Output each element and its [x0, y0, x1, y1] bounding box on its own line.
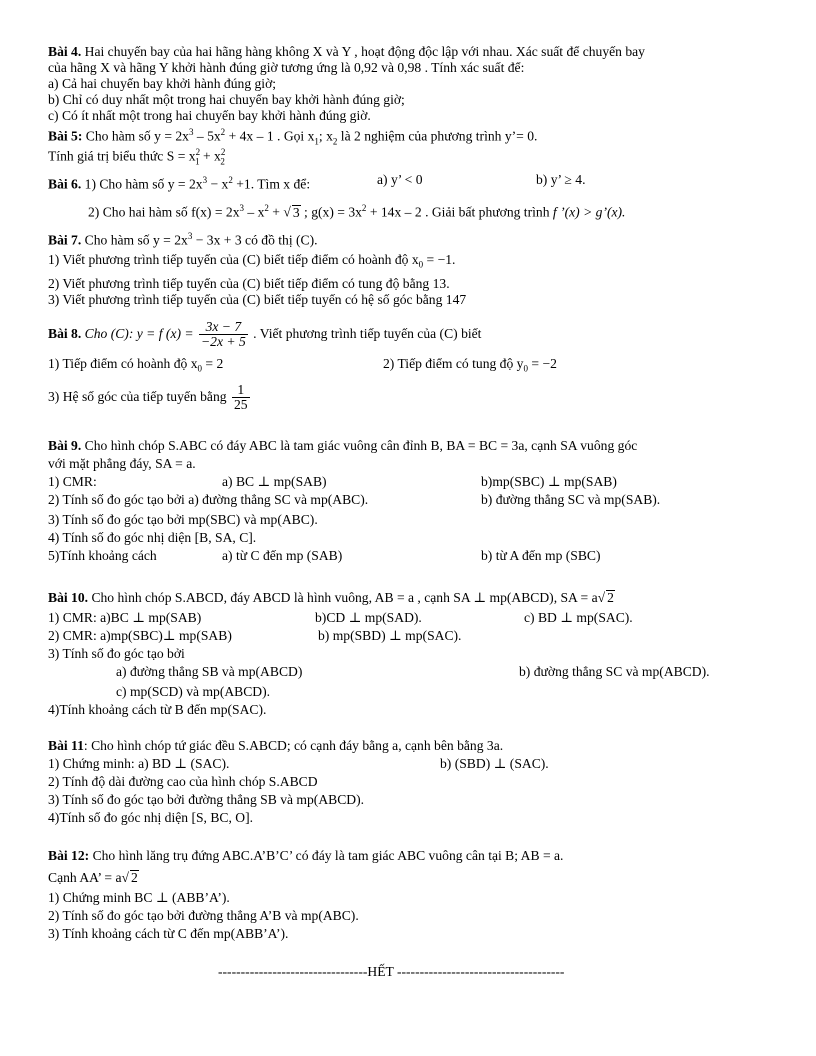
end-marker: ---------------------------------HẾT ------------------------------------- [218, 964, 565, 979]
bai6-text: ; g(x) = 3x [300, 204, 362, 220]
bai8-line0 [48, 315, 481, 353]
bai11-r4: 4)Tính số đo góc nhị diện [S, BC, O]. [48, 810, 254, 825]
bai8-text: 1) Tiếp điểm có hoành độ x [48, 356, 198, 371]
bai6-title: Bài 6. [48, 176, 82, 192]
bai6-line1: Bài 6. 1) Cho hàm số $y = 2x^3 - x^2 +1$. Tìm x để: [48, 175, 311, 192]
bai10-text: Cho hình chóp S.ABCD, đáy ABCD là hình vuông, AB = a , cạnh SA ⊥ mp(ABCD), SA = a [91, 590, 598, 605]
bai9-r4: 4) Tính số đo góc nhị diện [B, SA, C]. [48, 530, 257, 545]
bai5-title: Bài 5: [48, 128, 83, 144]
bai10-r3: 3) Tính số đo góc tạo bởi [48, 646, 185, 661]
bai7-text: Cho hàm số y = 2x [84, 232, 188, 248]
bai9-r2a: 2) Tính số đo góc tạo bởi a) đường thẳng SC và mp(ABC). [48, 492, 369, 507]
bai8-function: Cho (C): y = f (x) = [84, 326, 197, 341]
bai6-line2: 2) Cho hai hàm số $f(x) = 2x^3 - x^2$ + √ 3 ; $g(x) = 3x^2 + 14x - 2$ . Giải bất phương trình f ’(x) > g’(x). [88, 203, 626, 220]
bai7-title: Bài 7. [48, 232, 82, 248]
bai8-item3 [48, 378, 252, 416]
bai6-text: − x [207, 176, 229, 192]
bai4-item-b: b) Chỉ có duy nhất một trong hai chuyến bay khởi hành đúng giờ; [48, 92, 405, 107]
bai5-text: là 2 nghiệm của phương trình y’= 0. [337, 128, 538, 144]
bai10-r3a: a) đường thẳng SB và mp(ABCD) [116, 664, 303, 679]
bai9-line1 [48, 438, 637, 454]
bai6-text: + 14x – 2 . Giải bất phương trình [366, 204, 553, 220]
bai6-inequality: f ’(x) > g’(x). [552, 204, 626, 220]
bai4-text1: Hai chuyến bay của hai hãng hàng không X và Y , hoạt động độc lập với nhau. Xác suất để chuyến bay [84, 44, 645, 59]
bai9-r5a: 5)Tính khoảng cách [48, 548, 157, 563]
bai4-item-c: c) Có ít nhất một trong hai chuyến bay khởi hành đúng giờ. [48, 108, 371, 123]
bai8-title: Bài 8. [48, 326, 82, 341]
bai9-title: Bài 9. [48, 438, 82, 453]
bai12-text: Cho hình lăng trụ đứng ABC.A’B’C’ có đáy là tam giác ABC vuông cân tại B; AB = a. [89, 848, 564, 863]
bai10-r1b: b)CD ⊥ mp(SAD). [315, 610, 422, 625]
bai6-text: – x [244, 204, 265, 220]
bai5-text: – 5x [193, 128, 221, 144]
bai8-text: 2) Tiếp điểm có tung độ y [383, 356, 524, 371]
bai10-line1: Bài 10. Cho hình chóp S.ABCD, đáy ABCD là hình vuông, AB = a , cạnh SA ⊥ mp(ABCD), SA = a√ 2 [48, 590, 614, 605]
bai11-text: : Cho hình chóp tứ giác đều S.ABCD; có cạnh đáy bằng a, cạnh bên bằng 3a. [83, 738, 504, 753]
fraction-numerator: 1 [232, 383, 250, 398]
bai6-cond-a: a) y’ < 0 [377, 172, 423, 187]
bai8-fraction [199, 320, 248, 349]
bai8-item2: 2) Tiếp điểm có tung độ $y_0 = -2$ [383, 356, 557, 374]
bai4-item-a: a) Cả hai chuyến bay khởi hành đúng giờ; [48, 76, 277, 91]
bai11-line1 [48, 738, 503, 754]
bai9-r5c: b) từ A đến mp (SBC) [481, 548, 601, 563]
bai12-line1 [48, 848, 563, 864]
bai8-text: 3) Hệ số góc của tiếp tuyến bằng [48, 389, 230, 404]
bai5-text: + 4x – 1 . Gọi x [225, 128, 315, 144]
bai12-r2: 2) Tính số đo góc tạo bởi đường thẳng A’B và mp(ABC). [48, 908, 359, 923]
bai11-r2: 2) Tính độ dài đường cao của hình chóp S.ABCD [48, 774, 318, 789]
bai4-line1 [48, 44, 645, 60]
bai9-text: Cho hình chóp S.ABC có đáy ABC là tam giác vuông cân đỉnh B, BA = BC = 3a, cạnh SA vuông góc [84, 438, 638, 453]
bai11-r3: 3) Tính số đo góc tạo bởi đường thẳng SB và mp(ABCD). [48, 792, 365, 807]
fraction-denominator: 25 [233, 397, 248, 413]
bai6-cond-b: b) y’ ≥ 4. [536, 172, 586, 187]
bai5-text: ; x [318, 128, 333, 144]
bai10-r1c: c) BD ⊥ mp(SAC). [524, 610, 633, 625]
bai5-line1: Bài 5: Cho hàm số $y = 2x^3 - 5x^2 + 4x - 1$ . Gọi $x_1$; $x_2$ là 2 nghiệm của phương trình y’= 0. [48, 127, 538, 147]
bai12-r1: 1) Chứng minh BC ⊥ (ABB’A’). [48, 890, 230, 905]
fraction-denominator: −2x + 5 [200, 334, 246, 350]
bai7-item1: 1) Viết phương trình tiếp tuyến của (C) biết tiếp điểm có hoành độ $x_0 = -1$. [48, 252, 456, 270]
bai12-r3: 3) Tính khoảng cách từ C đến mp(ABB’A’). [48, 926, 289, 941]
sqrt-value: 2 [607, 590, 614, 605]
bai10-r1a: 1) CMR: a)BC ⊥ mp(SAB) [48, 610, 202, 625]
bai5-text: Cho hàm số y = 2x [85, 128, 189, 144]
bai10-r2b: b) mp(SBD) ⊥ mp(SAC). [318, 628, 462, 643]
bai6-text: +1. Tìm x để: [232, 176, 311, 192]
bai7-text: − 3x + 3 có đồ thị (C). [192, 232, 318, 248]
bai9-line2: với mặt phẳng đáy, SA = a. [48, 456, 196, 471]
bai4-title: Bài 4. [48, 44, 82, 59]
bai8-text: = 2 [202, 356, 224, 371]
bai10-r4: 4)Tính khoảng cách từ B đến mp(SAC). [48, 702, 267, 717]
bai8-text: . Viết phương trình tiếp tuyến của (C) biết [249, 326, 482, 341]
bai9-r3: 3) Tính số đo góc tạo bởi mp(SBC) và mp(ABC). [48, 512, 318, 527]
bai10-r2a: 2) CMR: a)mp(SBC)⊥ mp(SAB) [48, 628, 232, 643]
bai7-line0: Bài 7. Cho hàm số $y = 2x^3 - 3x + 3$ có đồ thị (C). [48, 231, 318, 248]
sqrt-value: 3 [292, 204, 300, 220]
bai5-line2: Tính giá trị biểu thức $S = x^2_1 + x^2_2$ [48, 147, 226, 167]
bai8-fraction-slope [232, 383, 250, 412]
bai9-r1b: a) BC ⊥ mp(SAB) [222, 474, 327, 489]
sqrt-value: 2 [130, 870, 138, 885]
bai10-r3c: c) mp(SCD) và mp(ABCD). [116, 684, 271, 699]
bai9-r5b: a) từ C đến mp (SAB) [222, 548, 343, 563]
bai11-r1a: 1) Chứng minh: a) BD ⊥ (SAC). [48, 756, 230, 771]
bai7-item3: 3) Viết phương trình tiếp tuyến của (C) biết tiếp tuyến có hệ số góc bằng 147 [48, 292, 467, 307]
bai11-r1b: b) (SBD) ⊥ (SAC). [440, 756, 549, 771]
bai6-text: 2) Cho hai hàm số f(x) = 2x [88, 204, 240, 220]
fraction-numerator: 3x − 7 [199, 320, 248, 335]
bai8-item1: 1) Tiếp điểm có hoành độ $x_0 = 2$ [48, 356, 224, 374]
bai9-r1a: 1) CMR: [48, 474, 97, 489]
bai8-text: = −2 [527, 356, 557, 371]
bai7-text: = −1. [423, 252, 456, 267]
bai6-text: + [268, 204, 284, 220]
bai12-line2: Cạnh AA’ = a√ 2 [48, 870, 138, 885]
bai9-r1c: b)mp(SBC) ⊥ mp(SAB) [481, 474, 617, 489]
bai10-r3b: b) đường thẳng SC và mp(ABCD). [519, 664, 710, 679]
bai5-text: Tính giá trị biểu thức S = x [48, 148, 196, 164]
bai7-item2: 2) Viết phương trình tiếp tuyến của (C) biết tiếp điểm có tung độ bằng 13. [48, 276, 450, 291]
bai12-text: Cạnh AA’ = a [48, 870, 122, 885]
bai5-text: + x [199, 148, 221, 164]
bai11-title: Bài 11 [48, 738, 84, 753]
bai12-title: Bài 12: [48, 848, 90, 863]
bai6-text: 1) Cho hàm số y = 2x [84, 176, 203, 192]
bai4-line2: của hãng X và hãng Y khởi hành đúng giờ tương ứng là 0,92 và 0,98 . Tính xác suất để: [48, 60, 525, 75]
bai7-text: 1) Viết phương trình tiếp tuyến của (C) biết tiếp điểm có hoành độ x [48, 252, 419, 267]
bai9-r2b: b) đường thẳng SC và mp(SAB). [481, 492, 661, 507]
bai10-title: Bài 10. [48, 590, 89, 605]
